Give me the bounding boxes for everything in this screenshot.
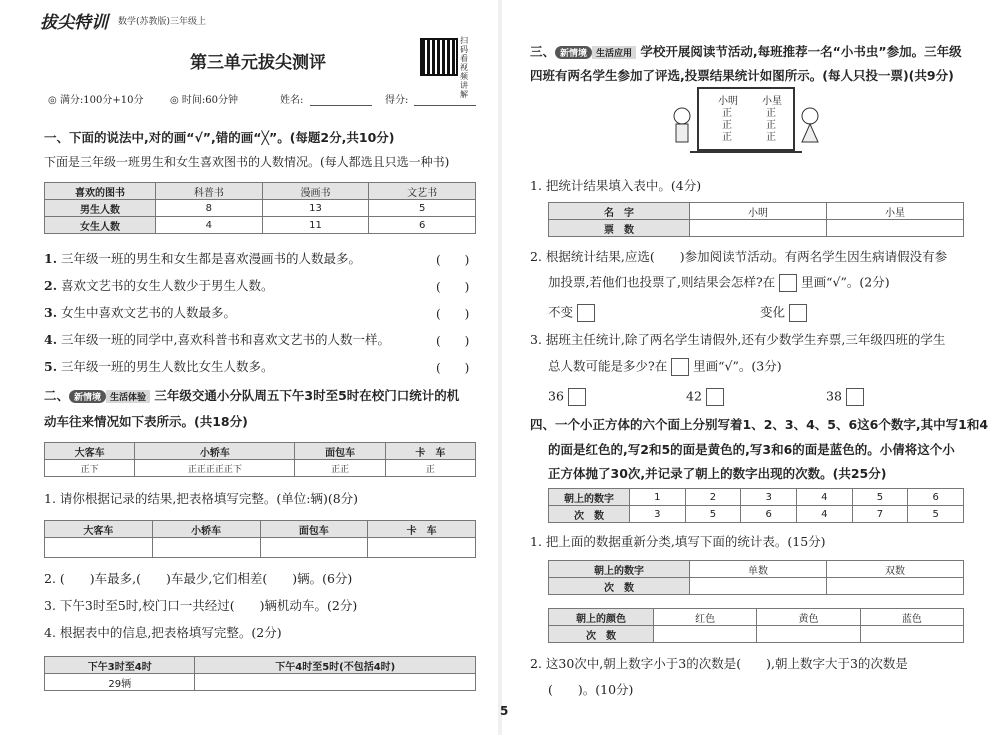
answer-cell[interactable] (690, 220, 827, 237)
checkbox[interactable] (846, 388, 864, 406)
table-cell: 红色 (654, 609, 757, 626)
sec4-q1: 1. 把上面的数据重新分类,填写下面的统计表。(15分) (530, 534, 826, 549)
girl-body (802, 124, 818, 142)
table-header-cell: 面包车 (260, 521, 368, 538)
board-tally: 正 正 正 (722, 108, 732, 143)
table-header-cell: 小轿车 (152, 521, 260, 538)
sec1-heading: 一、下面的说法中,对的画“√”,错的画“╳”。(每题2分,共10分) (44, 130, 395, 145)
qr-label: 扫码看视频讲解 (460, 36, 468, 99)
answer-blank[interactable]: ( ) (436, 307, 470, 321)
name-input[interactable] (310, 105, 372, 106)
answer-cell[interactable] (45, 538, 153, 558)
table-cell: 小星 (827, 203, 964, 220)
answer-cell[interactable] (827, 220, 964, 237)
table-header-cell: 下午4时至5时(不包括4时) (195, 657, 476, 674)
board-tally: 正 正 正 (766, 108, 776, 143)
vote-table (548, 202, 964, 237)
new-context-tag: 新情境 (69, 390, 106, 403)
sec3-q2: 2. 根据统计结果,应选( )参加阅读节活动。有两名学生因生病请假没有参 (530, 249, 948, 264)
sec4-heading-line3: 正方体抛了30次,并记录了朝上的数字出现的次数。(共25分) (548, 466, 887, 481)
answer-cell[interactable] (368, 538, 476, 558)
table-header-cell: 大客车 (45, 521, 153, 538)
checkbox[interactable] (789, 304, 807, 322)
color-table (548, 608, 964, 643)
answer-cell[interactable] (654, 626, 757, 643)
checkbox[interactable] (568, 388, 586, 406)
sec2-heading-line2: 动车往来情况如下表所示。(共18分) (44, 414, 248, 429)
table-cell: 5 (369, 200, 476, 217)
score-input[interactable] (414, 105, 476, 106)
answer-blank[interactable]: ( ) (436, 253, 470, 267)
table-header-cell: 朝上的数字 (549, 489, 630, 506)
sec3-heading-line2: 四班有两名学生参加了评选,投票结果统计如图所示。(每人只投一票)(共9分) (530, 68, 954, 83)
sec1-item: 4. 三年级一班的同学中,喜欢科普书和喜欢文艺书的人数一样。 (44, 332, 391, 347)
sec2-q1: 1. 请你根据记录的结果,把表格填写完整。(单位:辆)(8分) (44, 491, 359, 506)
table-cell: 5 (852, 489, 908, 506)
sec2-q4: 4. 根据表中的信息,把表格填写完整。(2分) (44, 625, 282, 640)
answer-cell[interactable] (827, 578, 964, 595)
table-header-cell: 次 数 (549, 626, 654, 643)
tally-cell: 正正 (295, 460, 385, 477)
answer-cell[interactable] (690, 578, 827, 595)
sec3-q3-line2: 总人数可能是多少?在 里画“√”。(3分) (548, 358, 782, 376)
option-unchanged: 不变 (548, 304, 595, 322)
sec3-heading: 三、 新情境 生活应用 学校开展阅读节活动,每班推荐一名“小书虫”参加。三年级 (530, 44, 962, 59)
table-cell: 13 (262, 200, 369, 217)
table-cell: 8 (156, 200, 263, 217)
table-cell: 双数 (827, 561, 964, 578)
table-header-cell: 喜欢的图书 (45, 183, 156, 200)
time-limit: ◎ 时间:60分钟 (170, 95, 238, 106)
answer-blank[interactable]: ( ) (436, 361, 470, 375)
subject-label: 数学(苏教版)三年级上 (118, 17, 207, 27)
table-header-cell: 面包车 (295, 443, 385, 460)
choice-38: 38 (826, 388, 864, 406)
books-table (44, 182, 476, 234)
table-header-cell: 朝上的颜色 (549, 609, 654, 626)
answer-cell[interactable] (757, 626, 860, 643)
table-cell: 3 (630, 506, 686, 523)
table-header-cell: 次 数 (549, 578, 690, 595)
vote-board-illustration (660, 86, 830, 162)
tally-cell: 正 (385, 460, 475, 477)
answer-cell[interactable] (195, 674, 476, 691)
table-header-cell: 漫画书 (262, 183, 369, 200)
table-header-cell: 科普书 (156, 183, 263, 200)
right-page (500, 0, 1000, 735)
sec3-q2-line2: 加投票,若他们也投票了,则结果会怎样?在 里画“√”。(2分) (548, 274, 890, 292)
checkbox-icon (671, 358, 689, 376)
board-name: 小星 (762, 96, 782, 107)
table-header-cell: 名 字 (549, 203, 690, 220)
table-cell: 女生人数 (45, 217, 156, 234)
table-cell: 5 (685, 506, 741, 523)
table-header-cell: 下午3时至4时 (45, 657, 195, 674)
tally-cell: 正正正正正下 (135, 460, 295, 477)
checkbox[interactable] (577, 304, 595, 322)
sec2-q2: 2. ( )车最多,( )车最少,它们相差( )辆。(6分) (44, 571, 353, 586)
table-cell: 蓝色 (860, 609, 963, 626)
girl-figure (802, 108, 818, 124)
sec4-q2: 2. 这30次中,朝上数字小于3的次数是( ),朝上数字大于3的次数是 (530, 656, 908, 671)
board-name: 小明 (718, 96, 738, 107)
table-header-cell: 卡 车 (368, 521, 476, 538)
table-cell: 5 (908, 506, 964, 523)
table-cell: 4 (796, 506, 852, 523)
table-cell: 3 (741, 489, 797, 506)
boy-figure (674, 108, 690, 124)
sec1-item: 1. 三年级一班的男生和女生都是喜欢漫画书的人数最多。 (44, 251, 362, 266)
table-cell: 29辆 (45, 674, 195, 691)
fill-table (44, 520, 476, 558)
score-label: 得分: (385, 95, 409, 106)
sec1-item: 5. 三年级一班的男生人数比女生人数多。 (44, 359, 274, 374)
choice-36: 36 (548, 388, 586, 406)
table-header-cell: 文艺书 (369, 183, 476, 200)
sec4-heading-line2: 的面是红色的,写2和5的面是黄色的,写3和6的面是蓝色的。小倩将这个小 (548, 442, 955, 457)
context-type-tag: 生活应用 (592, 46, 636, 59)
tally-table (44, 442, 476, 477)
sec2-heading: 二、 新情境 生活体验 三年级交通小分队周五下午3时至5时在校门口统计的机 (44, 388, 460, 403)
option-changed: 变化 (760, 304, 807, 322)
table-cell: 1 (630, 489, 686, 506)
table-header-cell: 朝上的数字 (549, 561, 690, 578)
answer-cell[interactable] (260, 538, 368, 558)
brand-logo: 拔尖特训 (40, 13, 108, 33)
table-cell: 6 (369, 217, 476, 234)
answer-blank[interactable]: ( ) (436, 334, 470, 348)
table-header-cell: 大客车 (45, 443, 135, 460)
table-cell: 4 (156, 217, 263, 234)
time-table (44, 656, 476, 691)
dice-table (548, 488, 964, 523)
table-cell: 2 (685, 489, 741, 506)
table-cell: 6 (741, 506, 797, 523)
sec1-intro: 下面是三年级一班男生和女生喜欢图书的人数情况。(每人都选且只选一种书) (44, 155, 450, 169)
sec4-q2-line2: ( )。(10分) (548, 682, 634, 697)
answer-blank[interactable]: ( ) (436, 280, 470, 294)
table-cell: 黄色 (757, 609, 860, 626)
answer-cell[interactable] (152, 538, 260, 558)
tally-cell: 正下 (45, 460, 135, 477)
sec2-q3: 3. 下午3时至5时,校门口一共经过( )辆机动车。(2分) (44, 598, 358, 613)
sec1-item: 2. 喜欢文艺书的女生人数少于男生人数。 (44, 278, 274, 293)
sec3-q3: 3. 据班主任统计,除了两名学生请假外,还有少数学生弃票,三年级四班的学生 (530, 332, 946, 347)
context-type-tag: 生活体验 (106, 390, 150, 403)
table-cell: 男生人数 (45, 200, 156, 217)
sec4-heading: 四、一个小正方体的六个面上分别写着1、2、3、4、5、6这6个数字,其中写1和4 (530, 417, 989, 432)
sec3-q1: 1. 把统计结果填入表中。(4分) (530, 178, 702, 193)
name-label: 姓名: (280, 95, 304, 106)
table-header-cell: 票 数 (549, 220, 690, 237)
page-title: 第三单元拔尖测评 (190, 53, 326, 73)
full-score: ◎ 满分:100分+10分 (48, 95, 144, 106)
new-context-tag: 新情境 (555, 46, 592, 59)
table-cell: 单数 (690, 561, 827, 578)
checkbox-icon (779, 274, 797, 292)
qr-code-icon[interactable] (420, 38, 458, 76)
page-number: 5 (500, 704, 509, 718)
odd-even-table (548, 560, 964, 595)
table-header-cell: 小轿车 (135, 443, 295, 460)
table-cell: 小明 (690, 203, 827, 220)
answer-cell[interactable] (860, 626, 963, 643)
table-cell: 7 (852, 506, 908, 523)
table-cell: 11 (262, 217, 369, 234)
table-header-cell: 次 数 (549, 506, 630, 523)
checkbox[interactable] (706, 388, 724, 406)
choice-42: 42 (686, 388, 724, 406)
table-header-cell: 卡 车 (385, 443, 475, 460)
boy-body (676, 124, 688, 142)
table-cell: 4 (796, 489, 852, 506)
sec1-item: 3. 女生中喜欢文艺书的人数最多。 (44, 305, 237, 320)
table-cell: 6 (908, 489, 964, 506)
